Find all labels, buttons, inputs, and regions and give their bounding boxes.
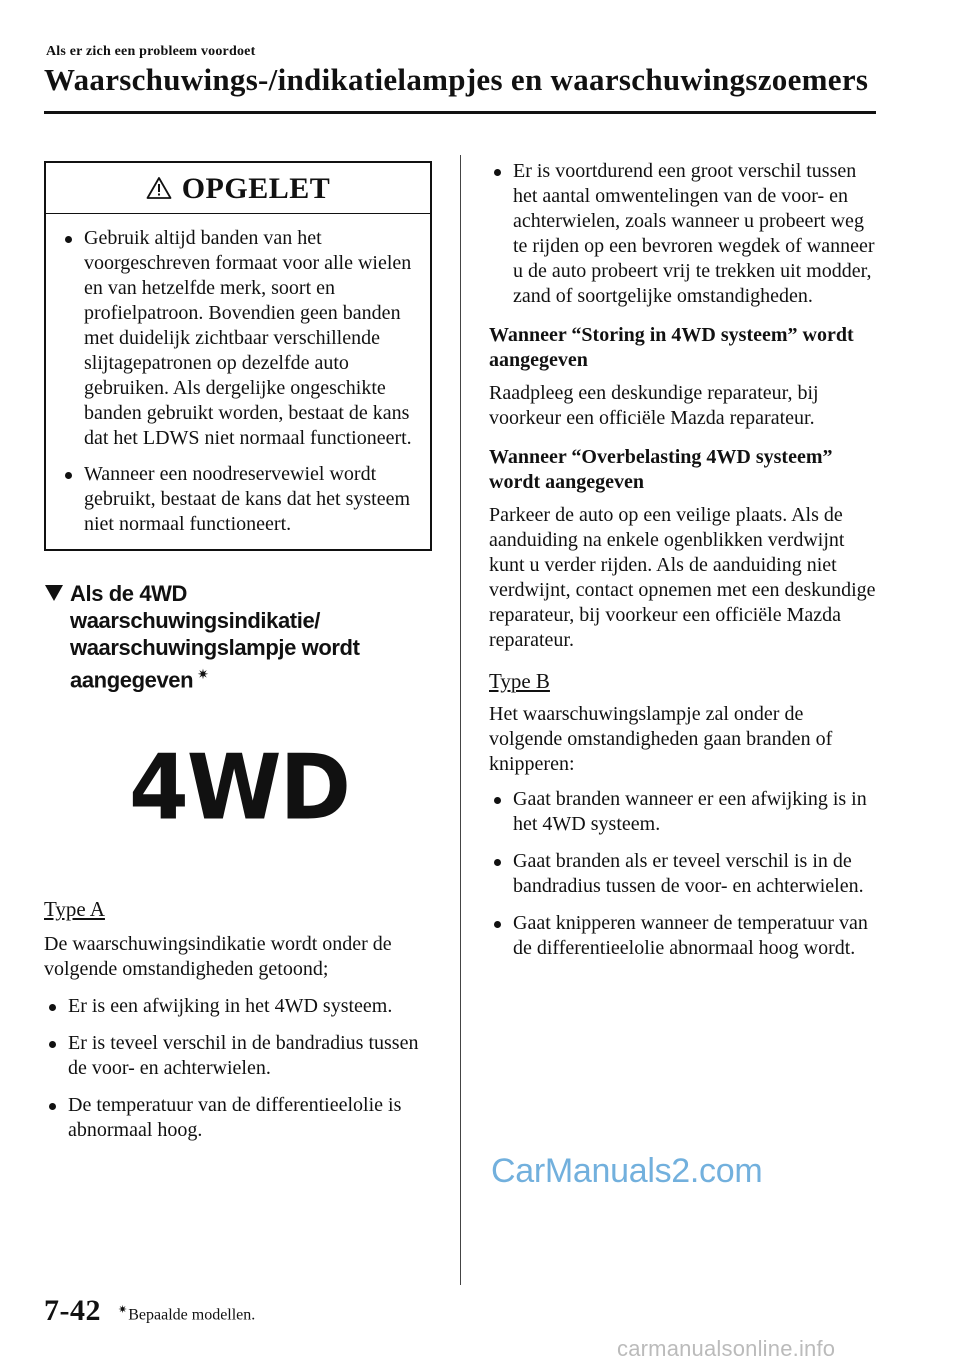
right-column [489, 159, 881, 973]
caution-header [46, 163, 430, 214]
warning-triangle-icon [146, 176, 172, 200]
overbelasting-text: Parkeer de auto op een veilige plaats. Als de aanduiding na enkele ogenblikken verdwijnt kunt u verder rijden. Als de aanduiding niet verdwijnt, contact opnemen met een deskundige reparateur, bij voorkeur een officiële Mazda reparateur. [489, 504, 876, 651]
list-item [489, 849, 881, 899]
caution-body [46, 214, 430, 549]
caution-item-text: Wanneer een noodreservewiel wordt gebruikt, bestaat de kans dat het systeem niet normaal functioneert. [84, 463, 411, 535]
type-a-list [44, 994, 434, 1143]
footnote-text: Bepaalde modellen. [128, 1306, 256, 1324]
caution-item-text: Gebruik altijd banden van het voorgeschreven formaat voor alle wielen en van hetzelfde merk, soort en profielpatroon. Bovendien geen banden met duidelijk zichtbaar verschillende slijtagepatronen op dezelfde auto gebruiken. Als dergelijke ongeschikte banden gebruikt worden, bestaat de kans dat het LDWS niet normaal functioneert. [84, 227, 412, 449]
caution-box [44, 161, 432, 551]
header-rule [44, 111, 876, 114]
list-item [489, 159, 881, 309]
list-item-text: De temperatuur van de differentieelolie is abnormaal hoog. [68, 1094, 402, 1142]
caution-title: OPGELET [181, 171, 331, 205]
down-triangle-icon [44, 584, 64, 602]
column-divider [460, 155, 461, 1285]
indicator-4wd [44, 723, 434, 853]
overbelasting-heading: Wanneer “Overbelasting 4WD systeem” wordt aangegeven [489, 446, 833, 493]
carmanuals-watermark: CarManuals2.com [491, 1152, 763, 1190]
list-item-text: Er is teveel verschil in de bandradius tussen de voor- en achterwielen. [68, 1032, 419, 1080]
type-b-list [489, 787, 881, 961]
asterisk-marker: ✷ [118, 1304, 128, 1316]
list-item-text: Er is voortdurend een groot verschil tussen het aantal omwentelingen van de voor- en achterwielen, zoals wanneer u probeert weg te rijden op een bevroren wegdek of wanneer u de auto probeert vrij te trekken uit modder, zand of soortgelijke omstandigheden. [513, 160, 875, 307]
list-item [44, 1093, 434, 1143]
bullet-dot-icon [494, 797, 501, 804]
type-b-intro: Het waarschuwingslampje zal onder de volgende omstandigheden gaan branden of knipperen: [489, 703, 833, 775]
list-item [44, 994, 434, 1019]
left-column [44, 161, 434, 1155]
list-item-text: Gaat knipperen wanneer de temperatuur van de differentieelolie abnormaal hoog wordt. [513, 912, 868, 959]
page-title: Waarschuwings-/indikatielampjes en waarschuwingszoemers [44, 62, 869, 97]
bullet-dot-icon [494, 921, 501, 928]
storing-text: Raadpleeg een deskundige reparateur, bij voorkeur een officiële Mazda reparateur. [489, 382, 819, 429]
indicator-4wd-label: 4WD [128, 735, 350, 841]
caution-item [60, 462, 420, 537]
list-item [489, 787, 881, 837]
list-item-text: Er is een afwijking in het 4WD systeem. [68, 995, 393, 1018]
list-item-text: Gaat branden als er teveel verschil is in de bandradius tussen de voor- en achterwielen. [513, 850, 864, 897]
bullet-dot-icon [494, 169, 501, 176]
list-item-text: Gaat branden wanneer er een afwijking is in het 4WD systeem. [513, 788, 867, 835]
section-heading [44, 580, 434, 693]
bullet-dot-icon [65, 472, 72, 479]
type-b-label: Type B [489, 669, 550, 693]
storing-heading: Wanneer “Storing in 4WD systeem” wordt aangegeven [489, 324, 854, 371]
bullet-dot-icon [65, 236, 72, 243]
type-a-label: Type A [44, 897, 105, 922]
type-a-intro: De waarschuwingsindikatie wordt onder de volgende omstandigheden getoond; [44, 933, 392, 981]
type-a-list-continued [489, 159, 881, 309]
bullet-dot-icon [494, 859, 501, 866]
section-title: Als de 4WD waarschuwingsindikatie/ waarschuwingslampje wordt aangegeven [70, 581, 360, 693]
list-item [489, 911, 881, 961]
site-watermark: carmanualsonline.info [617, 1336, 836, 1361]
page-number: 7-42 [44, 1294, 101, 1327]
asterisk-marker: ✷ [197, 666, 209, 682]
caution-item [60, 226, 420, 451]
list-item [44, 1031, 434, 1081]
footnote [118, 1303, 255, 1324]
bullet-dot-icon [49, 1004, 56, 1011]
chapter-header: Als er zich een probleem voordoet [46, 44, 256, 59]
bullet-dot-icon [49, 1103, 56, 1110]
bullet-dot-icon [49, 1041, 56, 1048]
